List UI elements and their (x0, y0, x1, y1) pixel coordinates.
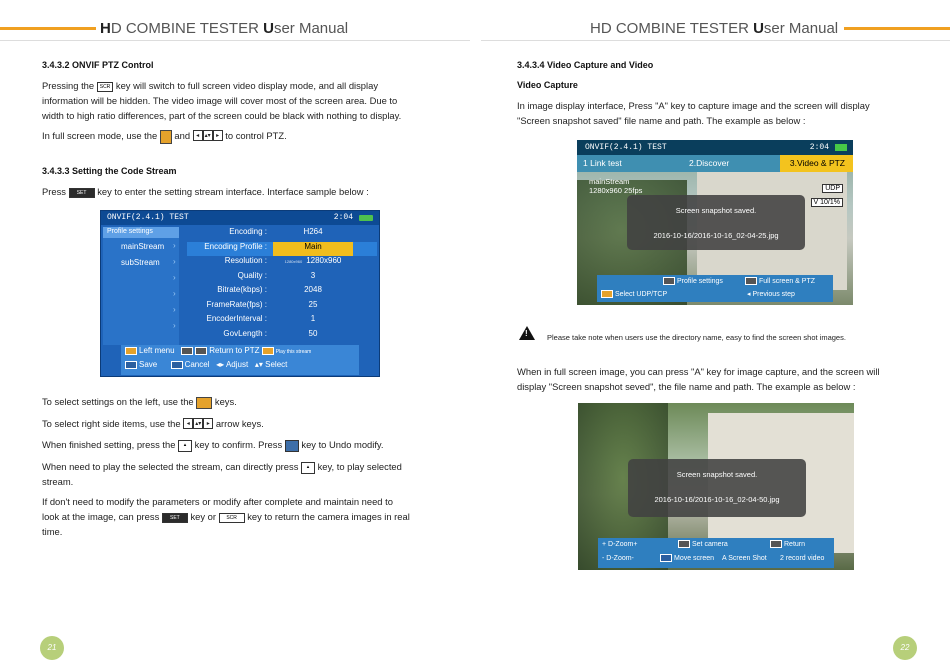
code-stream-screen (100, 210, 380, 377)
header-rule (0, 27, 96, 30)
battery-icon (359, 215, 373, 221)
menu-item-mainstream[interactable]: mainStream › (121, 241, 176, 251)
right-header (590, 18, 950, 38)
row-encoding[interactable]: Encoding : H264 (229, 227, 323, 236)
menu-item-substream[interactable]: subStream › (121, 257, 176, 267)
section-heading: 3.4.3.2 ONVIF PTZ Control (42, 60, 154, 70)
row-gov-length[interactable]: GovLength : 50 (223, 328, 318, 338)
set-key-icon: SET (162, 513, 188, 523)
row-resolution[interactable]: Resolution : 1280x960 1280x960 (224, 256, 342, 265)
screen-title-bar: ONVIF(2.4.1) TEST 2:04 (577, 140, 853, 155)
section-heading-code-stream: 3.4.3.3 Setting the Code Stream (42, 166, 177, 176)
zoom-key-icon (160, 130, 172, 144)
header-underline (0, 40, 470, 41)
section-heading-capture: 3.4.3.4 Video Capture and Video (517, 60, 654, 70)
row-bitrate[interactable]: Bitrate(kbps) : 2048 (217, 285, 322, 294)
undo-key-icon (285, 440, 299, 452)
step-video-ptz[interactable]: 3.Video & PTZ (780, 155, 853, 172)
step-link-test[interactable]: 1 Link test (583, 158, 622, 168)
left-header-title: HD COMBINE TESTER User Manual (100, 19, 349, 37)
profile-menu: Profile settings mainStream › subStream › › › › › (103, 227, 179, 345)
scr-key-icon: SCR (97, 82, 114, 92)
udp-badge: UDP (822, 184, 843, 193)
header-underline (481, 40, 950, 41)
snapshot-dialog: Screen snapshot saved. 2016-10-16/2016-10-16_02-04-25.jpg (627, 195, 805, 250)
screen-help-bar: + D-Zoom+ Set camera Return - D-Zoom- Move screen A Screen Shot 2 record video (598, 538, 834, 568)
stream-settings (187, 227, 377, 343)
paragraph-fullscreen-capture: When in full screen image, you can press "A" key for image capture, and the screen will display "Screen snapshot seved", the file name and path. The example as below : (517, 366, 880, 392)
note-text: Please take note when users use the directory name, easy to find the screen shot images. (547, 333, 846, 342)
page-number-left: 21 (40, 636, 64, 660)
screen-help-bar: Profile settings Full screen & PTZ Select UDP/TCP ◂ Previous step (597, 275, 833, 302)
video-ptz-screen (577, 140, 853, 305)
instruction-confirm: When finished setting, press the ▴ key to confirm. Press key to Undo modify. (42, 439, 384, 450)
set-key-icon: SET (69, 188, 95, 198)
scr-key-icon: SCR (219, 513, 245, 523)
right-header-title: HD COMBINE TESTER User Manual (590, 19, 839, 37)
instruction-return: If don't need to modify the parameters or modify after complete and maintain need to look at the image, can press SET key or SCR key to return the camera images in real time. (42, 496, 410, 537)
fullscreen-capture-screen (578, 403, 854, 570)
profile-settings-header: Profile settings (103, 227, 179, 238)
screen-help-bar: Left menu Return to PTZ Play this stream Save Cancel ◂▸ Adjust ▴▾ Select (121, 345, 359, 375)
instruction-right-select: To select right side items, use the ◂ ▴▾ ▸ arrow keys. (42, 416, 264, 432)
menu-key-icon (196, 397, 212, 409)
paragraph-ptz-control: In full screen mode, use the and ◂ ▴▾ ▸ to control PTZ. (42, 128, 287, 144)
key-icon (125, 347, 137, 355)
instruction-left-select: To select settings on the left, use the keys. (42, 396, 237, 407)
row-framerate[interactable]: FrameRate(fps) : 25 (206, 299, 318, 309)
row-encoding-profile[interactable]: Encoding Profile : Main (187, 242, 377, 257)
paragraph-ptz: Pressing the SCR key will switch to full screen video display mode, and all display information will be hidden. The video image will cover most of the screen area. Due to width to high ratio differences, part of the screen could be black with nothing to display. (42, 80, 402, 121)
subheading-video-capture: Video Capture (517, 80, 578, 90)
page-number-right: 22 (893, 636, 917, 660)
arrow-keys-icon: ◂ ▴▾ ▸ (183, 417, 213, 432)
row-quality[interactable]: Quality : 3 (237, 270, 316, 280)
confirm-key-icon: ▴ (178, 440, 192, 452)
screen-title-bar: ONVIF(2.4.1) TEST 2:04 (101, 211, 379, 225)
volume-badge: V 10/1% (811, 198, 843, 207)
header-rule (844, 27, 950, 30)
arrow-keys-icon: ◂ ▴▾ ▸ (193, 129, 223, 144)
wizard-steps (577, 155, 853, 172)
snapshot-dialog: Screen snapshot saved. 2016-10-16/2016-10-16_02-04-50.jpg (628, 459, 806, 517)
stream-info: mainStream 1280x960 25fps (589, 177, 643, 195)
paragraph-capture: In image display interface, Press "A" key to capture image and the screen will display "Screen snapshot saved" file name and path. The example as below : (517, 100, 870, 126)
battery-icon (835, 144, 847, 151)
warning-icon (519, 326, 535, 340)
paragraph-press-set: Press SET key to enter the setting stream interface. Interface sample below : (42, 186, 369, 197)
instruction-play: When need to play the selected the stream, can directly press ▴ key, to play selected stream. (42, 461, 402, 487)
row-encoder-interval[interactable]: EncoderInterval : 1 (206, 314, 316, 323)
step-discover[interactable]: 2.Discover (689, 158, 730, 168)
play-key-icon: ▴ (301, 462, 315, 474)
left-header (0, 18, 470, 38)
